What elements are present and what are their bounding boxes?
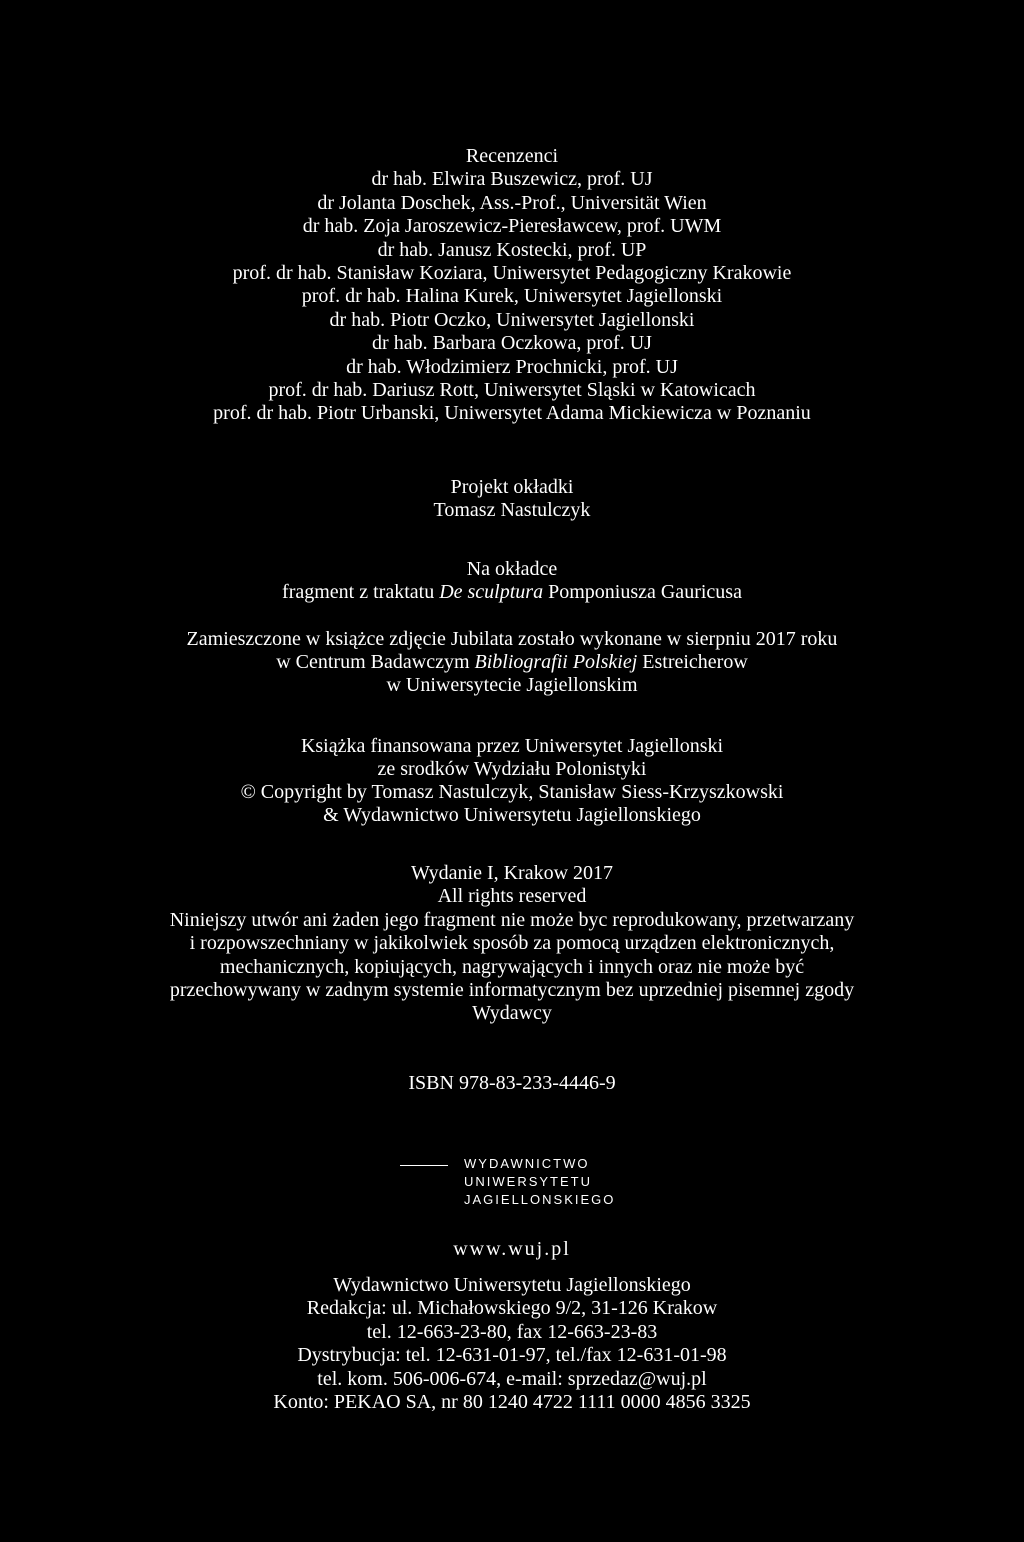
reviewer-name: prof. dr hab. Halina Kurek, Uniwersytet Jagiellonski — [301, 285, 723, 308]
reviewer-name: dr hab. Piotr Oczko, Uniwersytet Jagiellonski — [329, 308, 695, 331]
rights-notice-line: przechowywany w zadnym systemie informatycznym bez uprzedniej pisemnej zgody — [169, 979, 855, 1002]
photo-note-text-before: w Centrum Badawczym — [276, 651, 475, 673]
publisher-sales: tel. kom. 506-006-674, e-mail: sprzedaz@wuj.pl — [317, 1367, 707, 1390]
reviewers-section — [0, 145, 1024, 426]
copyright-line: & Wydawnictwo Uniwersytetu Jagiellonskiego — [323, 804, 701, 826]
photo-note-line — [0, 651, 1024, 674]
website — [0, 1238, 1024, 1261]
reviewer-name: dr hab. Elwira Buszewicz, prof. UJ — [371, 168, 653, 191]
edition-line: Wydanie I, Krakow 2017 — [410, 862, 614, 884]
publisher-phone: tel. 12-663-23-80, fax 12-663-23-83 — [366, 1320, 658, 1343]
publisher-contact-section — [0, 1274, 1024, 1414]
logo-text-line: JAGIELLONSKIEGO — [464, 1192, 616, 1207]
reviewers-heading: Recenzenci — [465, 145, 559, 167]
publisher-name: Wydawnictwo Uniwersytetu Jagiellonskiego — [333, 1274, 691, 1296]
funding-line: Książka finansowana przez Uniwersytet Jagiellonski — [300, 735, 724, 757]
reviewer-name: prof. dr hab. Dariusz Rott, Uniwersytet Sląski w Katowicach — [268, 379, 756, 402]
on-cover-heading: Na okładce — [466, 558, 558, 580]
photo-note-text-after: Estreicherow — [637, 651, 748, 673]
edition-rights-section — [0, 862, 1024, 1026]
rights-notice-line: Wydawcy — [472, 1002, 552, 1025]
reviewer-name: dr hab. Włodzimierz Prochnicki, prof. UJ — [346, 355, 678, 378]
copyright-line: © Copyright by Tomasz Nastulczyk, Stanisław Siess-Krzyszkowski — [240, 781, 784, 803]
reviewer-name: dr hab. Barbara Oczkowa, prof. UJ — [372, 332, 652, 355]
logo-text-line: WYDAWNICTWO — [464, 1156, 590, 1171]
publisher-logo-text — [464, 1155, 615, 1209]
isbn — [0, 1072, 1024, 1095]
logo-text-line: UNIWERSYTETU — [464, 1174, 592, 1189]
rights-notice-line: mechanicznych, kopiujących, nagrywających i innych oraz nie może być — [219, 955, 805, 978]
on-cover-text-before: fragment z traktatu — [282, 581, 440, 603]
funding-copyright-section — [0, 735, 1024, 827]
funding-line: ze srodków Wydziału Polonistyki — [377, 758, 647, 780]
cover-design-heading: Projekt okładki — [450, 476, 574, 498]
isbn-number: ISBN 978-83-233-4446-9 — [408, 1072, 616, 1094]
cover-design-section — [0, 476, 1024, 522]
rights-line: All rights reserved — [437, 885, 587, 908]
reviewer-name: dr hab. Janusz Kostecki, prof. UP — [377, 238, 647, 261]
photo-note-title-italic: Bibliografii Polskiej — [474, 651, 638, 673]
photo-note-line: w Uniwersytecie Jagiellonskim — [386, 674, 638, 696]
on-cover-text-after: Pomponiusza Gauricusa — [543, 581, 742, 603]
publisher-account: Konto: PEKAO SA, nr 80 1240 4722 1111 0000 4856 3325 — [273, 1391, 751, 1414]
publisher-address: Redakcja: ul. Michałowskiego 9/2, 31-126 Krakow — [306, 1297, 718, 1320]
reviewer-name: dr hab. Zoja Jaroszewicz-Pieresławcew, prof. UWM — [302, 215, 722, 238]
on-cover-title-italic: De sculptura — [439, 581, 544, 603]
logo-rule-icon — [400, 1165, 448, 1166]
reviewer-name: prof. dr hab. Stanisław Koziara, Uniwersytet Pedagogiczny Krakowie — [232, 262, 792, 285]
publisher-distribution: Dystrybucja: tel. 12-631-01-97, tel./fax 12-631-01-98 — [297, 1344, 727, 1367]
on-cover-description — [0, 581, 1024, 604]
rights-notice-line: Niniejszy utwór ani żaden jego fragment nie może byc reprodukowany, przetwarzany — [169, 908, 855, 931]
cover-designer-name: Tomasz Nastulczyk — [433, 499, 591, 521]
reviewer-name: dr Jolanta Doschek, Ass.-Prof., Universität Wien — [317, 191, 707, 214]
website-url: www.wuj.pl — [453, 1238, 571, 1260]
publisher-logo — [400, 1155, 660, 1219]
reviewer-name: prof. dr hab. Piotr Urbanski, Uniwersytet Adama Mickiewicza w Poznaniu — [213, 402, 811, 425]
on-cover-section — [0, 558, 1024, 604]
rights-notice-line: i rozpowszechniany w jakikolwiek sposób za pomocą urządzen elektronicznych, — [189, 932, 835, 955]
photo-note-line: Zamieszczone w książce zdjęcie Jubilata zostało wykonane w sierpniu 2017 roku — [186, 628, 838, 650]
photo-note-section — [0, 628, 1024, 697]
